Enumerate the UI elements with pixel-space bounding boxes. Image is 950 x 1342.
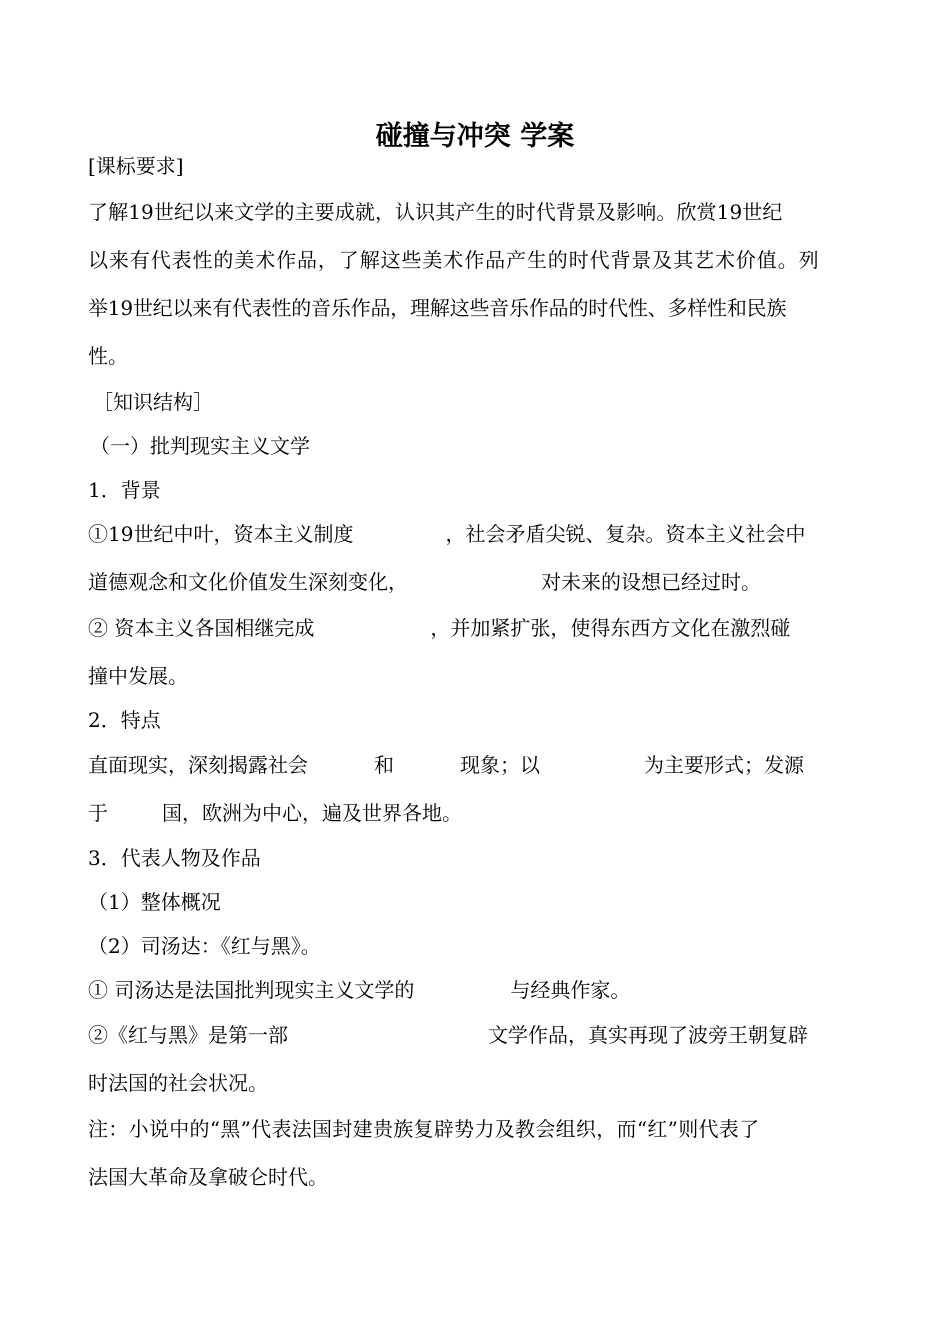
figures-sub-1: （1）整体概况 (88, 890, 221, 914)
figures-item-2-line-1 (88, 1020, 808, 1050)
figures-item-2-text-b: 文学作品，真实再现了波旁王朝复辟 (488, 1023, 808, 1047)
background-item-1-text-a: ①19世纪中叶，资本主义制度 (88, 522, 354, 546)
figures-item-2-text-c: 时法国的社会状况。 (88, 1071, 268, 1095)
figures-heading: 3．代表人物及作品 (88, 846, 261, 870)
background-item-2-text-b: ，并加紧扩张，使得东西方文化在激烈碰 (430, 616, 791, 640)
section-heading-critical-realism: （一）批判现实主义文学 (90, 434, 310, 458)
figures-item-1 (88, 975, 630, 1005)
requirements-line-3: 举19世纪以来有代表性的音乐作品，理解这些音乐作品的时代性、多样性和民族 (88, 296, 787, 320)
background-item-1-line-2 (88, 567, 761, 597)
features-line-1 (88, 750, 804, 780)
features-text-e: 于 (88, 801, 108, 825)
figures-item-2-text-a: ②《红与黑》是第一部 (88, 1023, 288, 1047)
figures-item-1-text-a: ① 司汤达是法国批判现实主义文学的 (88, 978, 415, 1002)
features-text-a: 直面现实，深刻揭露社会 (88, 753, 308, 777)
features-text-f: 国，欧洲为中心，遍及世界各地。 (162, 801, 462, 825)
background-heading: 1．背景 (88, 478, 161, 502)
features-text-b: 和 (374, 753, 394, 777)
figures-item-1-text-b: 与经典作家。 (510, 978, 631, 1002)
features-text-c: 现象；以 (460, 753, 540, 777)
features-heading: 2．特点 (88, 708, 161, 732)
requirements-heading: [课标要求] (88, 154, 184, 178)
document-title: 碰撞与冲突 学案 (375, 121, 575, 152)
background-item-1-text-c: 道德观念和文化价值发生深刻变化， (88, 570, 408, 594)
requirements-line-2: 以来有代表性的美术作品，了解这些美术作品产生的时代背景及其艺术价值。列 (88, 248, 820, 272)
background-item-2-text-a: ② 资本主义各国相继完成 (88, 616, 315, 640)
background-item-1-text-d: 对未来的设想已经过时。 (541, 570, 761, 594)
requirements-line-1: 了解19世纪以来文学的主要成就，认识其产生的时代背景及影响。欣赏19世纪 (88, 200, 783, 224)
knowledge-heading: ［知识结构］ (93, 390, 213, 414)
note-line-2: 法国大革命及拿破仑时代。 (88, 1165, 328, 1189)
features-line-2 (88, 798, 462, 828)
background-item-1-line-1 (88, 519, 862, 549)
background-item-2-line-1 (88, 613, 790, 643)
requirements-line-4: 性。 (88, 344, 128, 368)
background-item-2-text-c: 撞中发展。 (88, 664, 188, 688)
figures-sub-2: （2）司汤达：《红与黑》。 (88, 934, 321, 958)
features-text-d: 为主要形式；发源 (644, 753, 804, 777)
blank-space (353, 519, 445, 549)
note-line-1: 注：小说中的“黑”代表法国封建贵族复辟势力及教会组织，而“红”则代表了 (88, 1117, 760, 1141)
background-item-1-text-b: ，社会矛盾尖锐、复杂。资本主义社会中 (445, 522, 806, 546)
